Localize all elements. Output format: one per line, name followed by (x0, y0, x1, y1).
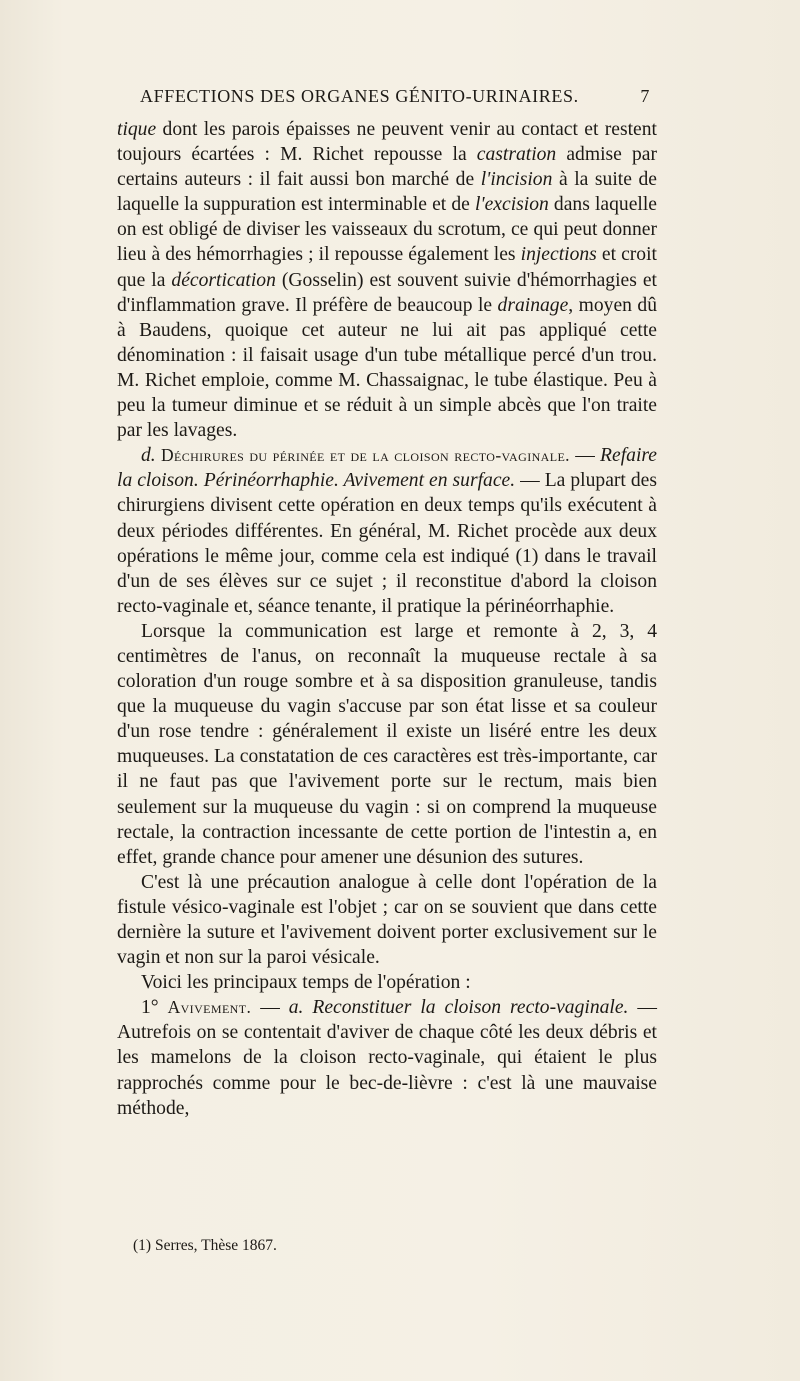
text-run: admise par certains auteurs : il fait aussi bon marché de (117, 144, 657, 191)
text-run: 1° (141, 997, 168, 1019)
body-text (117, 117, 657, 1121)
footnote: (1) Serres, Thèse 1867. (133, 1237, 277, 1254)
section-letter: d. (141, 445, 161, 467)
section-heading: Déchirures du périnée et de la cloison recto-vaginale. (160, 445, 570, 466)
text-run: , moyen dû à Baudens, quoique cet auteur ne lui ait pas appliqué cette dénomination : il faisait usage d'un tube métallique percé d'un trou. M. Richet emploie, comme M. Chassaignac, le tube élastique. Peu à peu la tumeur diminue et se réduit à un simple abcès que l'on traite par les lavages. (117, 294, 658, 442)
paragraph-5: Voici les principaux temps de l'opération : (141, 972, 471, 994)
emphasis: l'excision (474, 194, 549, 216)
running-header (140, 86, 650, 107)
paragraph-4: C'est là une précaution analogue à celle dont l'opération de la fistule vésico-vaginale est l'objet ; car on se souvient que dans cette dernière la suture et l'avivement doivent porter exclusivement sur le vagin et non sur la paroi vésicale. (117, 871, 657, 969)
text-run: — La plupart des chirurgiens divisent cette opération en deux temps qu'ils exécutent à deux périodes différentes. En général, M. Richet procède aux deux opérations le même jour, comme cela est indiqué (1) dans le travail d'un de ses élèves sur ce sujet ; il reconstitue d'abord la cloison recto-vaginale et, séance tenante, il pratique la périnéorrhaphie. (117, 470, 657, 617)
text-run: (Gosselin) est souvent suivie d'hémorrhagies et d'inflammation grave. Il préfère de beaucoup le (117, 269, 657, 316)
paragraph-2 (117, 443, 657, 619)
emphasis: décortication (171, 269, 276, 291)
emphasis: drainage (497, 294, 569, 316)
page-number: 7 (640, 86, 650, 106)
paragraph-6 (117, 995, 657, 1120)
text-run: dont les parois épaisses ne peuvent venir au contact et restent toujours écartées : M. Richet repousse la (117, 119, 657, 166)
emphasis: injections (520, 244, 597, 266)
emphasis: castration (476, 144, 557, 166)
paragraph-1 (117, 117, 657, 443)
emphasis: tique (117, 119, 157, 140)
section-subheading: Refaire la cloison. Périnéorrhaphie. Avivement en surface. (117, 445, 657, 492)
step-heading: Avivement. (167, 997, 252, 1018)
text-run: dans laquelle on est obligé de diviser les vaisseaux du scrotum, ce qui peut donner lieu à des hémorrhagies ; il repousse également les (117, 194, 657, 266)
step-subheading: a. Reconstituer la cloison recto-vaginale. (288, 997, 629, 1019)
text-run: — (251, 997, 289, 1019)
paragraph-3: Lorsque la communication est large et remonte à 2, 3, 4 centimètres de l'anus, on reconnaît la muqueuse rectale à sa coloration d'un rouge sombre et à sa disposition granuleuse, tandis que la muqueuse du vagin s'accuse par son état lisse et sa couleur d'un rose tendre : généralement il existe un liséré entre les deux muqueuses. La constatation de ces caractères est très-importante, car il ne faut pas que l'avivement porte sur le rectum, mais bien seulement sur la muqueuse du vagin : si on comprend la muqueuse rectale, la contraction incessante de cette portion de l'intestin a, en effet, grande chance pour amener une désunion des sutures. (117, 620, 657, 868)
text-run: et croit que la (117, 244, 657, 291)
emphasis: l'incision (480, 169, 553, 191)
text-run: — (569, 445, 601, 467)
text-run: — Autrefois on se contentait d'aviver de chaque côté les deux débris et les mamelons de la cloison recto-vaginale, qui étaient le plus rapprochés comme pour le bec-de-lièvre : c'est là une mauvaise méthode, (117, 997, 657, 1119)
text-run: à la suite de laquelle la suppuration est interminable et de (117, 169, 657, 216)
header-title: AFFECTIONS DES ORGANES GÉNITO-URINAIRES. (140, 86, 579, 106)
